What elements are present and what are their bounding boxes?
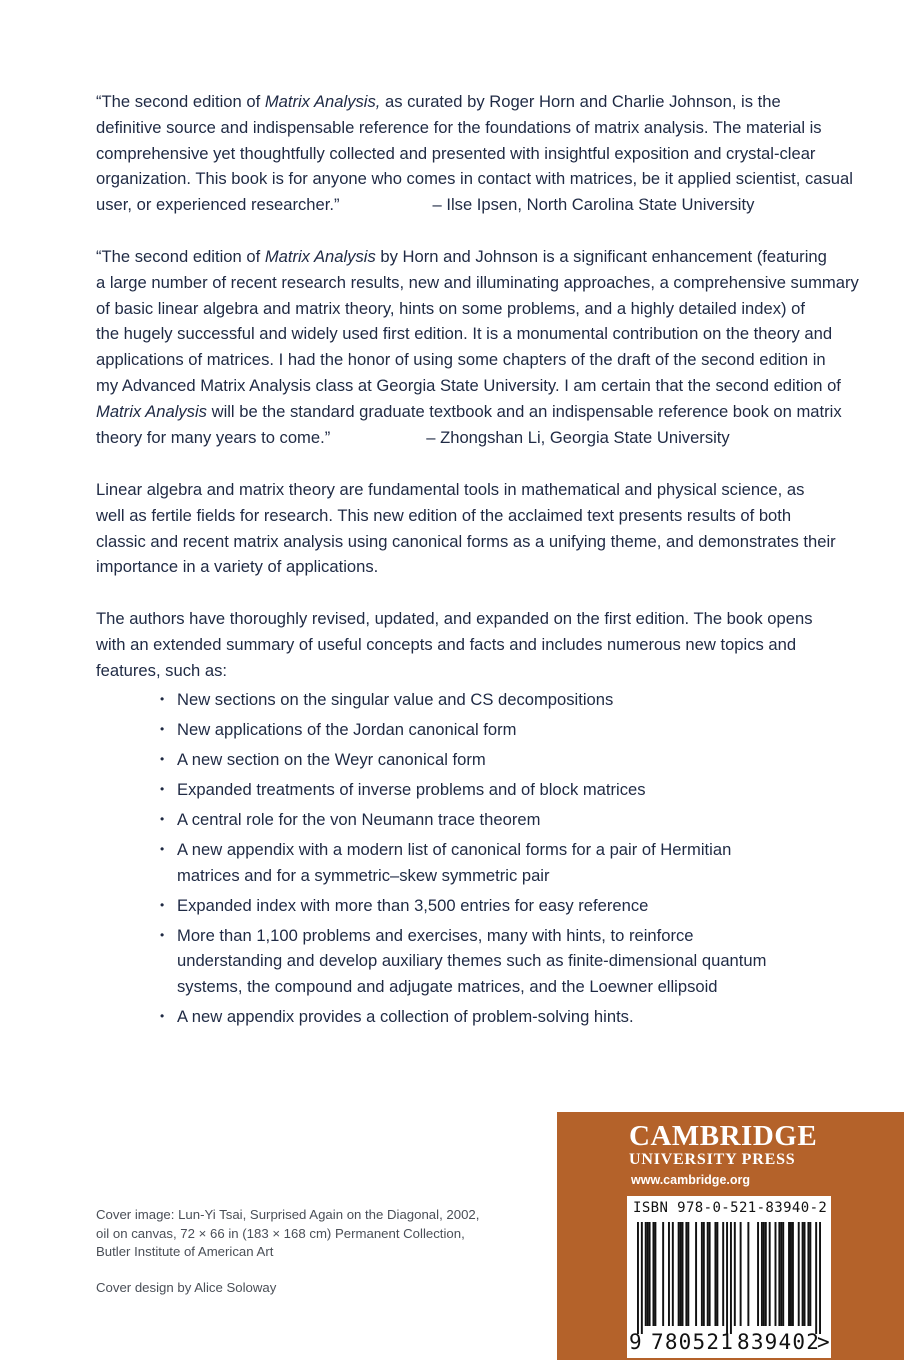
barcode-bar — [645, 1222, 647, 1326]
quote-attribution: – Ilse Ipsen, North Carolina State University — [432, 195, 755, 215]
barcode-bar — [662, 1222, 664, 1326]
barcode-bar — [775, 1222, 777, 1326]
description-line: Linear algebra and matrix theory are fundamental tools in mathematical and physical science, as — [96, 480, 805, 499]
quote-line: of basic linear algebra and matrix theory, hints on some problems, and a highly detailed index) of — [96, 298, 806, 318]
barcode-bar — [763, 1222, 765, 1326]
list-item: • New applications of the Jordan canonical form — [160, 717, 766, 743]
barcode-lead-digit: 9 — [629, 1330, 642, 1354]
features-intro — [96, 606, 813, 683]
barcode-bar — [678, 1222, 680, 1326]
list-item: • A new appendix with a modern list of canonical forms for a pair of Hermitian matrices and for a symmetric–skew symmetric pair — [160, 837, 766, 889]
cover-design-credit: Cover design by Alice Soloway — [96, 1280, 277, 1295]
barcode-left-group: 780521 — [651, 1330, 735, 1354]
barcode-bar — [707, 1222, 709, 1326]
barcode-bar — [672, 1222, 674, 1326]
barcode-bar — [792, 1222, 794, 1326]
publisher-block — [557, 1112, 904, 1360]
quote-line: comprehensive yet thoughtfully collected and presented with insightful exposition and crystal-clear — [96, 143, 816, 163]
intro-line: The authors have thoroughly revised, updated, and expanded on the first edition. The book opens — [96, 609, 813, 628]
quote-line: organization. This book is for anyone who comes in contact with matrices, be it applied scientist, casual — [96, 169, 853, 189]
barcode-arrow: > — [817, 1330, 830, 1354]
isbn-label: ISBN 978-0-521-83940-2 — [633, 1200, 828, 1216]
barcode-bar — [637, 1222, 639, 1334]
list-item: • A new appendix provides a collection of problem-solving hints. — [160, 1004, 766, 1030]
barcode-bar — [654, 1222, 656, 1326]
barcode-bar — [788, 1222, 790, 1326]
barcode-bar — [687, 1222, 689, 1326]
publisher-logo-name: CAMBRIDGE — [629, 1120, 818, 1152]
barcode-bar — [778, 1222, 780, 1326]
barcode-bar — [740, 1222, 742, 1326]
barcode-bar — [649, 1222, 651, 1326]
barcode-bar — [652, 1222, 654, 1326]
quote-line: definitive source and indispensable reference for the foundations of matrix analysis. The material is — [96, 117, 822, 137]
barcode-bar — [734, 1222, 736, 1326]
barcode-right-group: 839402 — [737, 1330, 821, 1354]
publisher-url: www.cambridge.org — [631, 1173, 751, 1187]
barcode-bar — [668, 1222, 670, 1326]
barcode-bar — [802, 1222, 804, 1326]
barcode-icon — [637, 1222, 821, 1334]
barcode-bar — [757, 1222, 759, 1326]
list-item: • Expanded treatments of inverse problems and of block matrices — [160, 777, 766, 803]
list-item: • Expanded index with more than 3,500 entries for easy reference — [160, 893, 766, 919]
publisher-logo-sub: UNIVERSITY PRESS — [629, 1151, 796, 1168]
cover-image-credit: Cover image: Lun-Yi Tsai, Surprised Again on the Diagonal, 2002, oil on canvas, 72 × 66 in (183 × 168 cm) Permanent Collection, Butler Institute of American Art — [96, 1207, 480, 1260]
quote-line: my Advanced Matrix Analysis class at Georgia State University. I am certain that the second edition of — [96, 375, 841, 395]
quote-line: “The second edition of Matrix Analysis, as curated by Roger Horn and Charlie Johnson, is the — [96, 92, 781, 111]
quote-line: Matrix Analysis will be the standard graduate textbook and an indispensable reference book on matrix — [96, 401, 842, 421]
barcode-bar — [761, 1222, 763, 1326]
list-item: • More than 1,100 problems and exercises, many with hints, to reinforce understanding and develop auxiliary themes such as finite-dimensional quantum systems, the compound and adjugate matrices, and the Loewner ellipsoid — [160, 923, 766, 1000]
list-item: • A central role for the von Neumann trace theorem — [160, 807, 766, 833]
quote-line: user, or experienced researcher.” – Ilse Ipsen, North Carolina State University — [96, 195, 755, 215]
barcode-bar — [798, 1222, 800, 1326]
description-line: importance in a variety of applications. — [96, 557, 379, 577]
barcode-bar — [804, 1222, 806, 1326]
barcode-bar — [682, 1222, 684, 1326]
intro-line: with an extended summary of useful concepts and facts and includes numerous new topics and — [96, 634, 797, 654]
barcode-bar — [703, 1222, 705, 1326]
barcode-bar — [790, 1222, 792, 1326]
barcode-bar — [809, 1222, 811, 1326]
barcode-bar — [819, 1222, 821, 1334]
quote-line: the hugely successful and widely used first edition. It is a monumental contribution on the theory and — [96, 324, 833, 344]
barcode-bar — [769, 1222, 771, 1326]
barcode-bar — [780, 1222, 782, 1326]
list-item: • A new section on the Weyr canonical form — [160, 747, 766, 773]
quote-line: “The second edition of Matrix Analysis by Horn and Johnson is a significant enhancement (featuring — [96, 247, 827, 266]
barcode-bar — [722, 1222, 724, 1326]
description-line: well as fertile fields for research. This new edition of the acclaimed text presents results of both — [96, 505, 792, 525]
barcode-bar — [709, 1222, 711, 1326]
isbn-barcode-panel — [627, 1196, 831, 1358]
barcode-bar — [730, 1222, 732, 1334]
features-list — [160, 687, 766, 1034]
barcode-bar — [695, 1222, 697, 1326]
barcode-bar — [701, 1222, 703, 1326]
barcode-bar — [782, 1222, 784, 1326]
barcode-bar — [807, 1222, 809, 1326]
barcode-bar — [765, 1222, 767, 1326]
barcode-bar — [726, 1222, 728, 1334]
barcode-bar — [641, 1222, 643, 1334]
barcode-bar — [680, 1222, 682, 1326]
barcode-bar — [647, 1222, 649, 1326]
quote-attribution: – Zhongshan Li, Georgia State University — [426, 427, 730, 447]
barcode-bar — [685, 1222, 687, 1326]
barcode-bar — [747, 1222, 749, 1326]
quote-li — [96, 244, 859, 450]
barcode-bar — [714, 1222, 716, 1326]
barcode-bar — [716, 1222, 718, 1326]
quote-line: theory for many years to come.” – Zhongshan Li, Georgia State University — [96, 427, 730, 447]
book-description — [96, 477, 836, 580]
description-line: classic and recent matrix analysis using canonical forms as a unifying theme, and demonstrates their — [96, 531, 836, 551]
quote-ipsen — [96, 89, 853, 218]
list-item: • New sections on the singular value and CS decompositions — [160, 687, 766, 713]
barcode-bar — [815, 1222, 817, 1334]
quote-line: a large number of recent research results, new and illuminating approaches, a comprehensive summary — [96, 272, 859, 292]
intro-line: features, such as: — [96, 660, 227, 680]
quote-line: applications of matrices. I had the honor of using some chapters of the draft of the second edition in — [96, 350, 826, 370]
